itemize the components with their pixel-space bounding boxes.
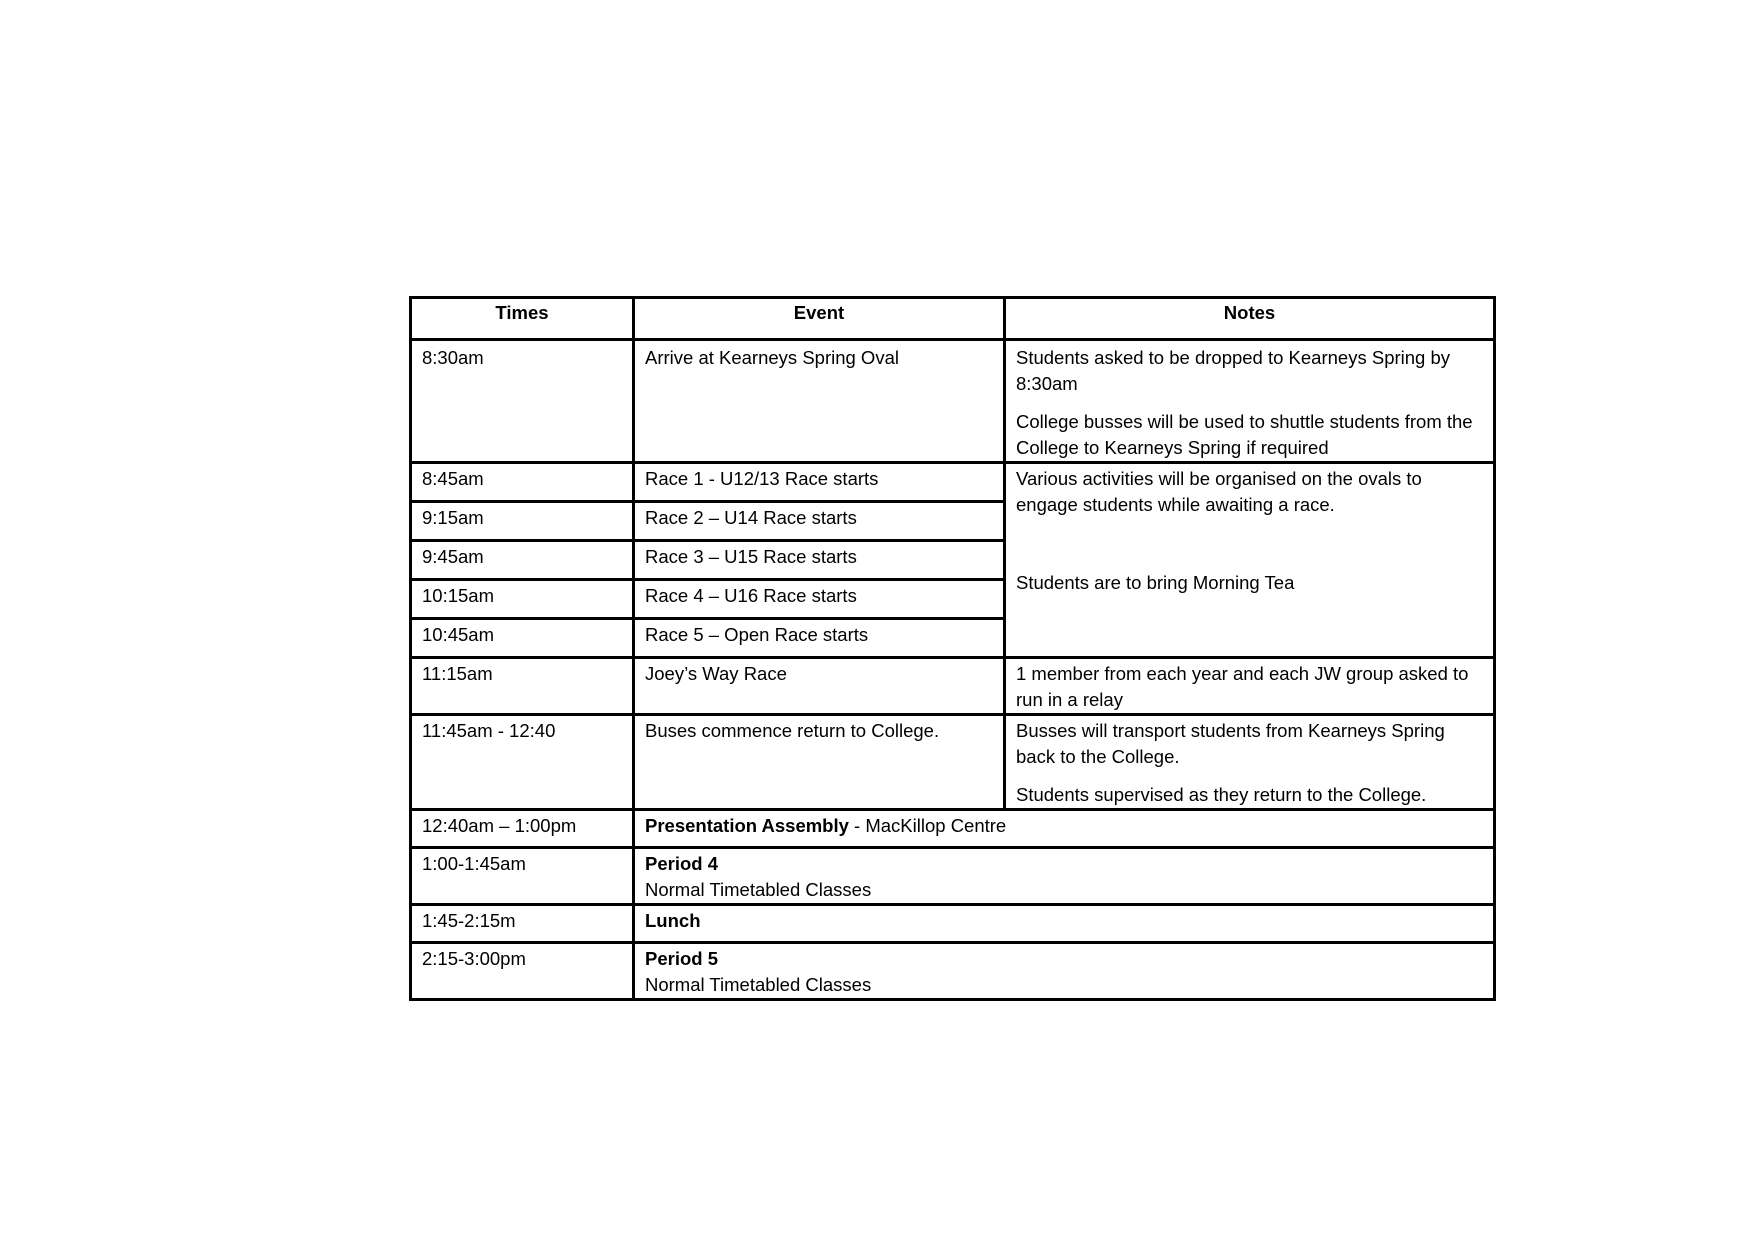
time-cell: 8:45am bbox=[411, 463, 634, 502]
event-cell bbox=[634, 810, 1495, 848]
time-cell: 11:15am bbox=[411, 658, 634, 715]
time-cell: 10:15am bbox=[411, 580, 634, 619]
event-cell: Race 1 - U12/13 Race starts bbox=[634, 463, 1005, 502]
time-cell: 8:30am bbox=[411, 340, 634, 463]
note-text: Students asked to be dropped to Kearneys Spring by 8:30am bbox=[1016, 347, 1451, 394]
time-cell: 1:00-1:45am bbox=[411, 848, 634, 905]
time-cell: 1:45-2:15m bbox=[411, 905, 634, 943]
event-cell: Joey’s Way Race bbox=[634, 658, 1005, 715]
table-row bbox=[411, 658, 1495, 715]
notes-cell bbox=[1005, 658, 1495, 715]
notes-cell bbox=[1005, 715, 1495, 810]
event-title: Lunch bbox=[645, 910, 701, 931]
table-row bbox=[411, 340, 1495, 463]
table-row bbox=[411, 943, 1495, 1000]
note-text: Students supervised as they return to the College. bbox=[1016, 784, 1427, 805]
header-row bbox=[411, 298, 1495, 340]
event-cell: Race 4 – U16 Race starts bbox=[634, 580, 1005, 619]
note-spacer bbox=[1016, 518, 1483, 570]
event-cell: Arrive at Kearneys Spring Oval bbox=[634, 340, 1005, 463]
time-cell: 10:45am bbox=[411, 619, 634, 658]
event-title: Period 5 bbox=[645, 948, 718, 969]
time-cell: 2:15-3:00pm bbox=[411, 943, 634, 1000]
notes-cell bbox=[1005, 463, 1495, 658]
header-notes: Notes bbox=[1005, 298, 1495, 340]
event-cell: Buses commence return to College. bbox=[634, 715, 1005, 810]
event-cell: Race 2 – U14 Race starts bbox=[634, 502, 1005, 541]
table-row bbox=[411, 810, 1495, 848]
note-text: Various activities will be organised on the ovals to engage students while awaiting a race. bbox=[1016, 468, 1422, 515]
event-title: Period 4 bbox=[645, 853, 718, 874]
notes-cell bbox=[1005, 340, 1495, 463]
table-row bbox=[411, 463, 1495, 502]
time-cell: 12:40am – 1:00pm bbox=[411, 810, 634, 848]
event-cell: Race 5 – Open Race starts bbox=[634, 619, 1005, 658]
table-row bbox=[411, 715, 1495, 810]
table-row bbox=[411, 848, 1495, 905]
note-text: Busses will transport students from Kearneys Spring back to the College. bbox=[1016, 720, 1445, 767]
note-text: College busses will be used to shuttle students from the College to Kearneys Spring if required bbox=[1016, 411, 1473, 458]
time-cell: 9:45am bbox=[411, 541, 634, 580]
event-detail: - MacKillop Centre bbox=[848, 815, 1007, 836]
event-cell bbox=[634, 848, 1495, 905]
time-cell: 9:15am bbox=[411, 502, 634, 541]
time-cell: 11:45am - 12:40 bbox=[411, 715, 634, 810]
header-event: Event bbox=[634, 298, 1005, 340]
event-title: Presentation Assembly bbox=[645, 815, 849, 836]
note-text: Students are to bring Morning Tea bbox=[1016, 572, 1295, 593]
event-cell bbox=[634, 943, 1495, 1000]
note-text: 1 member from each year and each JW group asked to run in a relay bbox=[1016, 663, 1469, 710]
schedule-table bbox=[409, 296, 1496, 1001]
header-times: Times bbox=[411, 298, 634, 340]
event-detail: Normal Timetabled Classes bbox=[645, 974, 872, 995]
table-row bbox=[411, 905, 1495, 943]
event-detail: Normal Timetabled Classes bbox=[645, 879, 872, 900]
event-cell: Race 3 – U15 Race starts bbox=[634, 541, 1005, 580]
event-cell bbox=[634, 905, 1495, 943]
